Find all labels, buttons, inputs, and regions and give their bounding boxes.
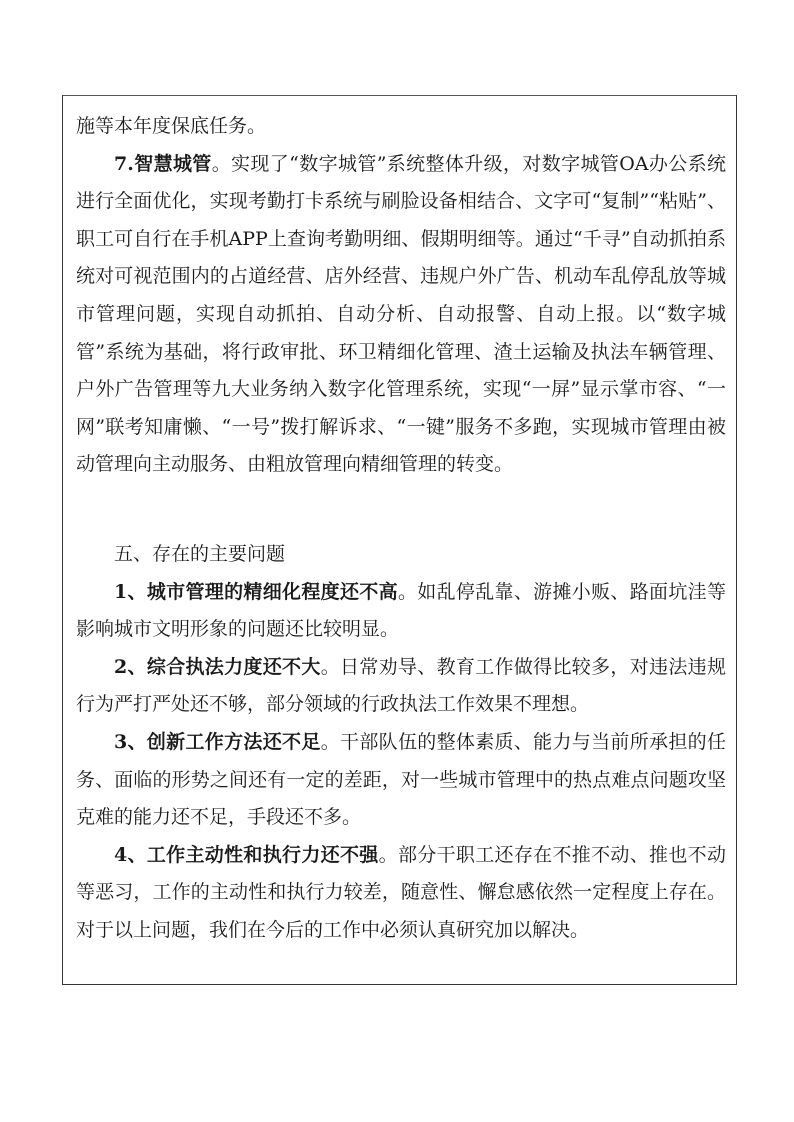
section-heading: 五、存在的主要问题	[114, 542, 286, 565]
issue-lead: 3、创新工作方法还不足	[114, 730, 321, 753]
issue-text: 。部分干职工还存在不推不动、推也不动等恶习，工作的主动性和执行力较差，随意性、懈怠感依然一定程度上存在。对于以上问题，我们在今后的工作中必须认真研究加以解决。	[76, 843, 726, 941]
issue-lead: 2、综合执法力度还不大	[114, 655, 321, 678]
issue-paragraph-2	[76, 649, 726, 724]
issue-paragraph-1	[76, 574, 726, 649]
issue-lead: 1、城市管理的精细化程度还不高	[114, 580, 398, 603]
issue-text: 。干部队伍的整体素质、能力与当前所承担的任务、面临的形势之间还有一定的差距，对一些城市管理中的热点难点问题攻坚克难的能力还不足，手段还不多。	[76, 730, 726, 829]
paragraph-text: 。实现了“数字城管”系统整体升级，对数字城管OA办公系统进行全面优化，实现考勤打卡系统与刷脸设备相结合、文字可“复制”“粘贴”、职工可自行在手机APP上查询考勤明细、假期明细等。通过“千寻”自动抓拍系统对可视范围内的占道经营、店外经营、违规户外广告、机动车乱停乱放等城市管理问题，实现自动抓拍、自动分析、自动报警、自动上报。以“数字城管”系统为基础，将行政审批、环卫精细化管理、渣土运输及执法车辆管理、户外广告管理等九大业务纳入数字化管理系统，实现“一屏”显示掌市容、“一网”联考知庸懒、“一号”拨打解诉求、“一键”服务不多跑，实现城市管理由被动管理向主动服务、由粗放管理向精细管理的转变。	[76, 152, 726, 476]
issue-text: 。日常劝导、教育工作做得比较多，对违法违规行为严打严处还不够，部分领域的行政执法工作效果不理想。	[76, 655, 726, 716]
paragraph-smart-city	[76, 146, 726, 484]
issue-paragraph-4	[76, 837, 726, 950]
paragraph-lead: 7.智慧城管	[114, 152, 212, 175]
issue-lead: 4、工作主动性和执行力还不强	[114, 843, 379, 866]
continuation-line: 施等本年度保底任务。	[76, 115, 267, 137]
issue-text: 。如乱停乱靠、游摊小贩、路面坑洼等影响城市文明形象的问题还比较明显。	[76, 580, 726, 641]
issue-paragraph-3	[76, 724, 726, 837]
section-spacer	[76, 484, 726, 536]
document-body	[76, 108, 726, 949]
